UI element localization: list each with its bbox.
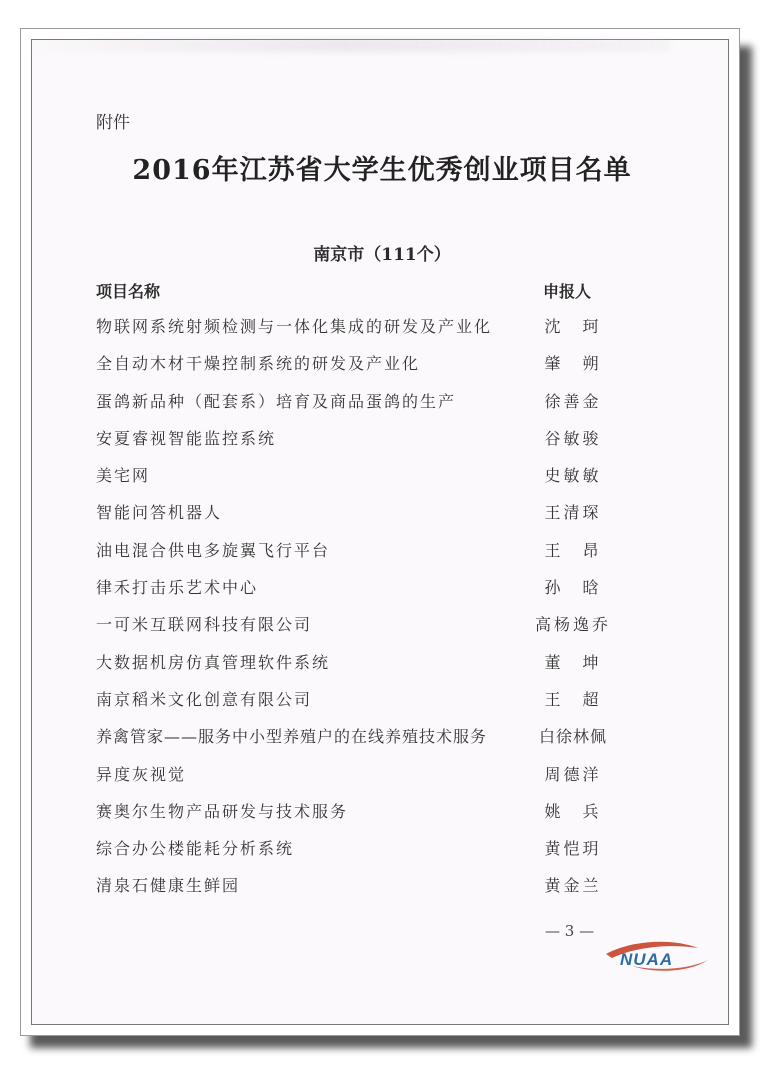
scan-bleed bbox=[20, 38, 670, 52]
project-list bbox=[96, 314, 616, 911]
project-name: 养禽管家——服务中小型养殖户的在线养殖技术服务 bbox=[96, 727, 488, 747]
applicant-name: 谷敏骏 bbox=[544, 428, 602, 448]
applicant-name: 史敏敏 bbox=[544, 466, 602, 486]
project-name: 律禾打击乐艺术中心 bbox=[96, 578, 259, 598]
table-row bbox=[96, 426, 616, 463]
table-row bbox=[96, 463, 616, 500]
region-heading: 南京市（111个） bbox=[313, 245, 451, 265]
column-header-applicant: 申报人 bbox=[542, 282, 591, 301]
applicant-name: 高杨逸乔 bbox=[534, 615, 611, 635]
table-row bbox=[96, 724, 616, 761]
project-name: 清泉石健康生鲜园 bbox=[96, 876, 241, 896]
project-name: 油电混合供电多旋翼飞行平台 bbox=[96, 540, 331, 560]
project-name: 全自动木材干燥控制系统的研发及产业化 bbox=[96, 354, 421, 374]
attachment-label: 附件 bbox=[96, 113, 130, 133]
project-name: 大数据机房仿真管理软件系统 bbox=[96, 652, 331, 672]
project-name: 安夏睿视智能监控系统 bbox=[96, 428, 277, 448]
project-name: 异度灰视觉 bbox=[96, 764, 187, 784]
page-number: — 3 — bbox=[545, 922, 595, 940]
applicant-name: 白徐林佩 bbox=[538, 727, 607, 747]
applicant-name: 黄金兰 bbox=[544, 876, 602, 896]
applicant-name: 董 坤 bbox=[544, 652, 602, 672]
applicant-name: 王清琛 bbox=[544, 503, 602, 523]
applicant-name: 肇 朔 bbox=[544, 354, 602, 374]
column-header-project: 项目名称 bbox=[96, 282, 161, 301]
applicant-name: 王 昂 bbox=[544, 540, 602, 560]
table-row bbox=[96, 538, 616, 575]
table-row bbox=[96, 575, 616, 612]
table-row bbox=[96, 500, 616, 537]
document-title: 2016年江苏省大学生优秀创业项目名单 bbox=[132, 155, 632, 186]
table-row bbox=[96, 389, 616, 426]
project-name: 美宅网 bbox=[96, 466, 151, 486]
project-name: 南京稻米文化创意有限公司 bbox=[96, 689, 313, 709]
table-row bbox=[96, 873, 616, 910]
nuaa-logo-icon bbox=[602, 938, 712, 974]
applicant-name: 黄恺玥 bbox=[544, 839, 602, 859]
project-name: 一可米互联网科技有限公司 bbox=[96, 615, 313, 635]
project-name: 赛奥尔生物产品研发与技术服务 bbox=[96, 801, 349, 821]
table-row bbox=[96, 612, 616, 649]
applicant-name: 王 超 bbox=[544, 689, 602, 709]
table-row bbox=[96, 687, 616, 724]
applicant-name: 徐善金 bbox=[544, 391, 602, 411]
project-name: 智能问答机器人 bbox=[96, 503, 223, 523]
table-row bbox=[96, 836, 616, 873]
table-row bbox=[96, 762, 616, 799]
applicant-name: 周德洋 bbox=[544, 764, 602, 784]
project-name: 综合办公楼能耗分析系统 bbox=[96, 839, 295, 859]
table-row bbox=[96, 351, 616, 388]
applicant-name: 沈 珂 bbox=[544, 317, 602, 336]
applicant-name: 孙 晗 bbox=[544, 578, 602, 598]
table-row bbox=[96, 650, 616, 687]
logo-text: NUAA bbox=[620, 950, 674, 969]
project-name: 蛋鸽新品种（配套系）培育及商品蛋鸽的生产 bbox=[96, 391, 457, 411]
table-row bbox=[96, 799, 616, 836]
applicant-name: 姚 兵 bbox=[544, 801, 602, 821]
table-row bbox=[96, 314, 616, 351]
project-name: 物联网系统射频检测与一体化集成的研发及产业化 bbox=[96, 317, 493, 336]
